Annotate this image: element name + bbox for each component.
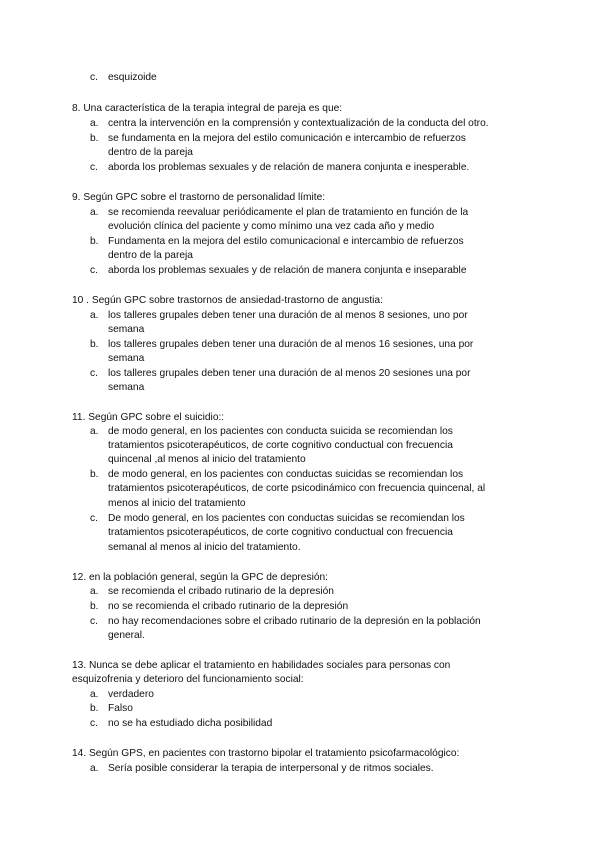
option-text-continuation: semanal al menos al inicio del tratamiento. bbox=[108, 542, 301, 553]
option-text-continuation: dentro de la pareja bbox=[108, 147, 193, 158]
option-text: se recomienda el cribado rutinario de la depresión bbox=[108, 586, 334, 597]
option-text: esquizoide bbox=[108, 72, 157, 83]
option-text-continuation: dentro de la pareja bbox=[108, 250, 193, 261]
option-text: los talleres grupales deben tener una duración de al menos 20 sesiones una por bbox=[108, 368, 471, 379]
option-letter: a. bbox=[90, 207, 99, 218]
option-text-continuation: semana bbox=[108, 353, 145, 364]
option-letter: a. bbox=[90, 426, 99, 437]
option-text-continuation: semana bbox=[108, 324, 145, 335]
question-12-text: 12. en la población general, según la GPC de depresión: bbox=[72, 572, 328, 583]
option-text: verdadero bbox=[108, 689, 154, 700]
option-text: se recomienda reevaluar periódicamente el plan de tratamiento en función de la bbox=[108, 207, 469, 218]
option-text: los talleres grupales deben tener una duración de al menos 16 sesiones, una por bbox=[108, 339, 474, 350]
option-text-continuation: general. bbox=[108, 630, 145, 641]
option-text: de modo general, en los pacientes con conductas suicidas se recomiendan los bbox=[108, 469, 464, 480]
question-13-text: 13. Nunca se debe aplicar el tratamiento en habilidades sociales para personas con bbox=[72, 660, 451, 671]
option-letter: c. bbox=[90, 718, 98, 729]
option-text: los talleres grupales deben tener una duración de al menos 8 sesiones, uno por bbox=[108, 310, 468, 321]
option-letter: c. bbox=[90, 616, 98, 627]
option-text-continuation: menos al inicio del tratamiento bbox=[108, 498, 246, 509]
option-letter: b. bbox=[90, 236, 99, 247]
option-text: Fundamenta en la mejora del estilo comunicacional e intercambio de refuerzos bbox=[108, 236, 464, 247]
option-letter: b. bbox=[90, 601, 99, 612]
question-13-text-continuation: esquizofrenia y deterioro del funcionamiento social: bbox=[72, 674, 304, 685]
option-text-continuation: tratamientos psicoterapéuticos, de corte cognitivo conductual con frecuencia bbox=[108, 527, 453, 538]
option-text-continuation: quincenal ,al menos al inicio del tratamiento bbox=[108, 454, 306, 465]
option-letter: b. bbox=[90, 703, 99, 714]
option-text: Falso bbox=[108, 703, 133, 714]
option-letter: c. bbox=[90, 72, 98, 83]
option-text-continuation: semana bbox=[108, 382, 145, 393]
option-text: De modo general, en los pacientes con conductas suicidas se recomiendan los bbox=[108, 513, 465, 524]
option-text: no se ha estudiado dicha posibilidad bbox=[108, 718, 273, 729]
option-letter: c. bbox=[90, 513, 98, 524]
option-letter: c. bbox=[90, 368, 98, 379]
option-letter: a. bbox=[90, 118, 99, 129]
option-text: no se recomienda el cribado rutinario de la depresión bbox=[108, 601, 349, 612]
question-11-text: 11. Según GPC sobre el suicidio:: bbox=[72, 412, 225, 423]
option-text-continuation: evolución clínica del paciente y como mínimo una vez cada año y medio bbox=[108, 221, 435, 232]
question-9-text: 9. Según GPC sobre el trastorno de personalidad límite: bbox=[72, 192, 326, 203]
question-8-text: 8. Una característica de la terapia integral de pareja es que: bbox=[72, 103, 343, 114]
option-letter: a. bbox=[90, 689, 99, 700]
option-text-continuation: tratamientos psicoterapéuticos, de corte cognitivo conductual con frecuencia bbox=[108, 440, 453, 451]
question-14-text: 14. Según GPS, en pacientes con trastorno bipolar el tratamiento psicofarmacológico: bbox=[72, 748, 460, 759]
option-text: aborda los problemas sexuales y de relación de manera conjunta e inseparable bbox=[108, 265, 467, 276]
option-letter: c. bbox=[90, 162, 98, 173]
option-letter: a. bbox=[90, 763, 99, 774]
option-text: aborda los problemas sexuales y de relación de manera conjunta e inesperable. bbox=[108, 162, 470, 173]
option-letter: b. bbox=[90, 469, 99, 480]
option-text-continuation: tratamientos psicoterapéuticos, de corte psicodinámico con frecuencia quincenal, al bbox=[108, 483, 486, 494]
option-letter: a. bbox=[90, 310, 99, 321]
option-text: centra la intervención en la comprensión y contextualización de la conducta del otro. bbox=[108, 118, 489, 129]
option-text: Sería posible considerar la terapia de interpersonal y de ritmos sociales. bbox=[108, 763, 434, 774]
option-letter: b. bbox=[90, 133, 99, 144]
option-text: no hay recomendaciones sobre el cribado rutinario de la depresión en la población bbox=[108, 616, 481, 627]
option-text: se fundamenta en la mejora del estilo comunicación e intercambio de refuerzos bbox=[108, 133, 466, 144]
option-letter: b. bbox=[90, 339, 99, 350]
question-10-text: 10 . Según GPC sobre trastornos de ansiedad-trastorno de angustia: bbox=[72, 295, 383, 306]
option-text: de modo general, en los pacientes con conducta suicida se recomiendan los bbox=[108, 426, 453, 437]
option-letter: c. bbox=[90, 265, 98, 276]
option-letter: a. bbox=[90, 586, 99, 597]
